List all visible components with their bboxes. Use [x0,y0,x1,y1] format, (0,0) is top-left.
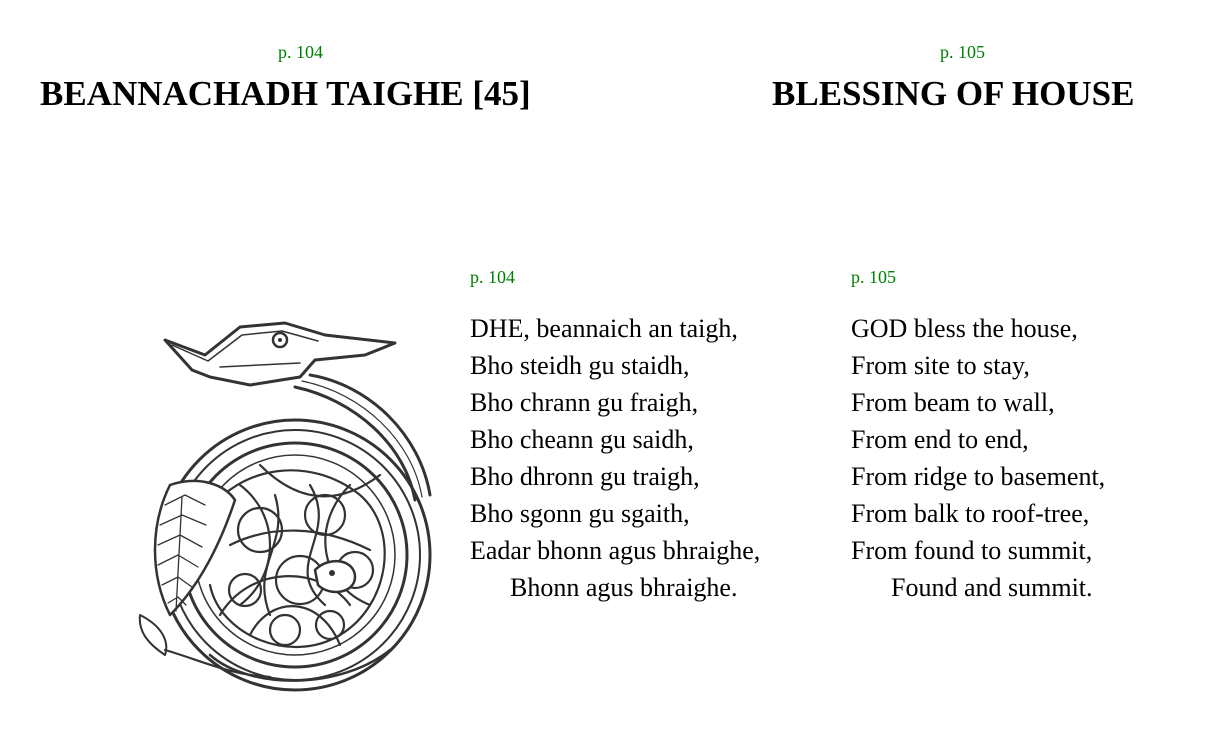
english-line: From beam to wall, [851,388,1055,417]
gaelic-page-ref[interactable]: p. 104 [470,267,515,287]
english-line: GOD bless the house, [851,314,1078,343]
gaelic-line: Bho cheann gu saidh, [470,425,694,454]
celtic-knot-dragon-initial-icon [110,315,465,695]
english-verse [851,310,1105,606]
english-title: BLESSING OF HOUSE [772,74,1135,113]
gaelic-line: DHE, beannaich an taigh, [470,314,738,343]
gaelic-line: Bho sgonn gu sgaith, [470,499,690,528]
header-right-page-ref[interactable]: p. 105 [940,42,985,62]
gaelic-line: Bhonn agus bhraighe. [510,573,738,602]
gaelic-verse [470,310,760,606]
english-line: Found and summit. [891,573,1093,602]
gaelic-line: Eadar bhonn agus bhraighe, [470,536,761,565]
english-line: From site to stay, [851,351,1030,380]
english-line: From found to summit, [851,536,1093,565]
english-line: From end to end, [851,425,1029,454]
english-line: From ridge to basement, [851,462,1106,491]
gaelic-line: Bho dhronn gu traigh, [470,462,700,491]
english-page-ref[interactable]: p. 105 [851,267,896,287]
header-left-page-ref[interactable]: p. 104 [278,42,323,62]
gaelic-title: BEANNACHADH TAIGHE [45] [40,74,531,113]
english-line: From balk to roof-tree, [851,499,1090,528]
gaelic-line: Bho chrann gu fraigh, [470,388,699,417]
gaelic-line: Bho steidh gu staidh, [470,351,690,380]
